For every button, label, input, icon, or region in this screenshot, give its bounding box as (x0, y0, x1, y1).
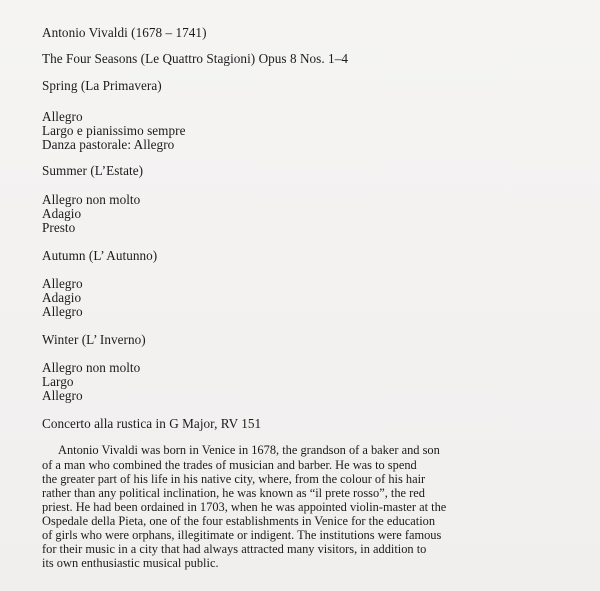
movement-item: Danza pastorale: Allegro (42, 137, 175, 152)
movement-item: Allegro (42, 276, 83, 291)
work-title: The Four Seasons (Le Quattro Stagioni) Opus 8 Nos. 1–4 (42, 51, 348, 66)
movement-item: Allegro (42, 109, 83, 124)
biography-line: its own enthusiastic musical public. (42, 556, 219, 570)
biography-line: priest. He had been ordained in 1703, when he was appointed violin-master at the (42, 500, 447, 514)
biography-line: for their music in a city that had always attracted many visitors, in addition to (42, 542, 427, 556)
movement-item: Adagio (42, 206, 82, 221)
movement-item: Allegro (42, 304, 83, 319)
movement-item: Allegro non molto (42, 360, 141, 375)
movement-item: Allegro (42, 388, 83, 403)
concerto-title: Concerto alla rustica in G Major, RV 151 (42, 416, 262, 431)
season-title-summer: Summer (L’Estate) (42, 163, 144, 178)
movement-item: Allegro non molto (42, 192, 141, 207)
biography-line: Ospedale della Pieta, one of the four establishments in Venice for the education (42, 514, 436, 528)
biography-line: Antonio Vivaldi was born in Venice in 1678, the grandson of a baker and son (58, 443, 440, 457)
biography-line: the greater part of his life in his native city, where, from the colour of his hair (42, 472, 426, 486)
season-title-spring: Spring (La Primavera) (42, 78, 162, 93)
season-title-autumn: Autumn (L’ Autunno) (42, 248, 158, 263)
movement-item: Largo (42, 374, 74, 389)
movement-item: Adagio (42, 290, 82, 305)
biography-line: of girls who were orphans, illegitimate or indigent. The institutions were famous (42, 528, 442, 542)
biography-line: of a man who combined the trades of musician and barber. He was to spend (42, 458, 417, 472)
composer-heading: Antonio Vivaldi (1678 – 1741) (42, 25, 207, 40)
biography-line: rather than any political inclination, he was known as “il prete rosso”, the red (42, 486, 425, 500)
movement-item: Largo e pianissimo sempre (42, 123, 186, 138)
movement-item: Presto (42, 220, 76, 235)
season-title-winter: Winter (L’ Inverno) (42, 332, 146, 347)
